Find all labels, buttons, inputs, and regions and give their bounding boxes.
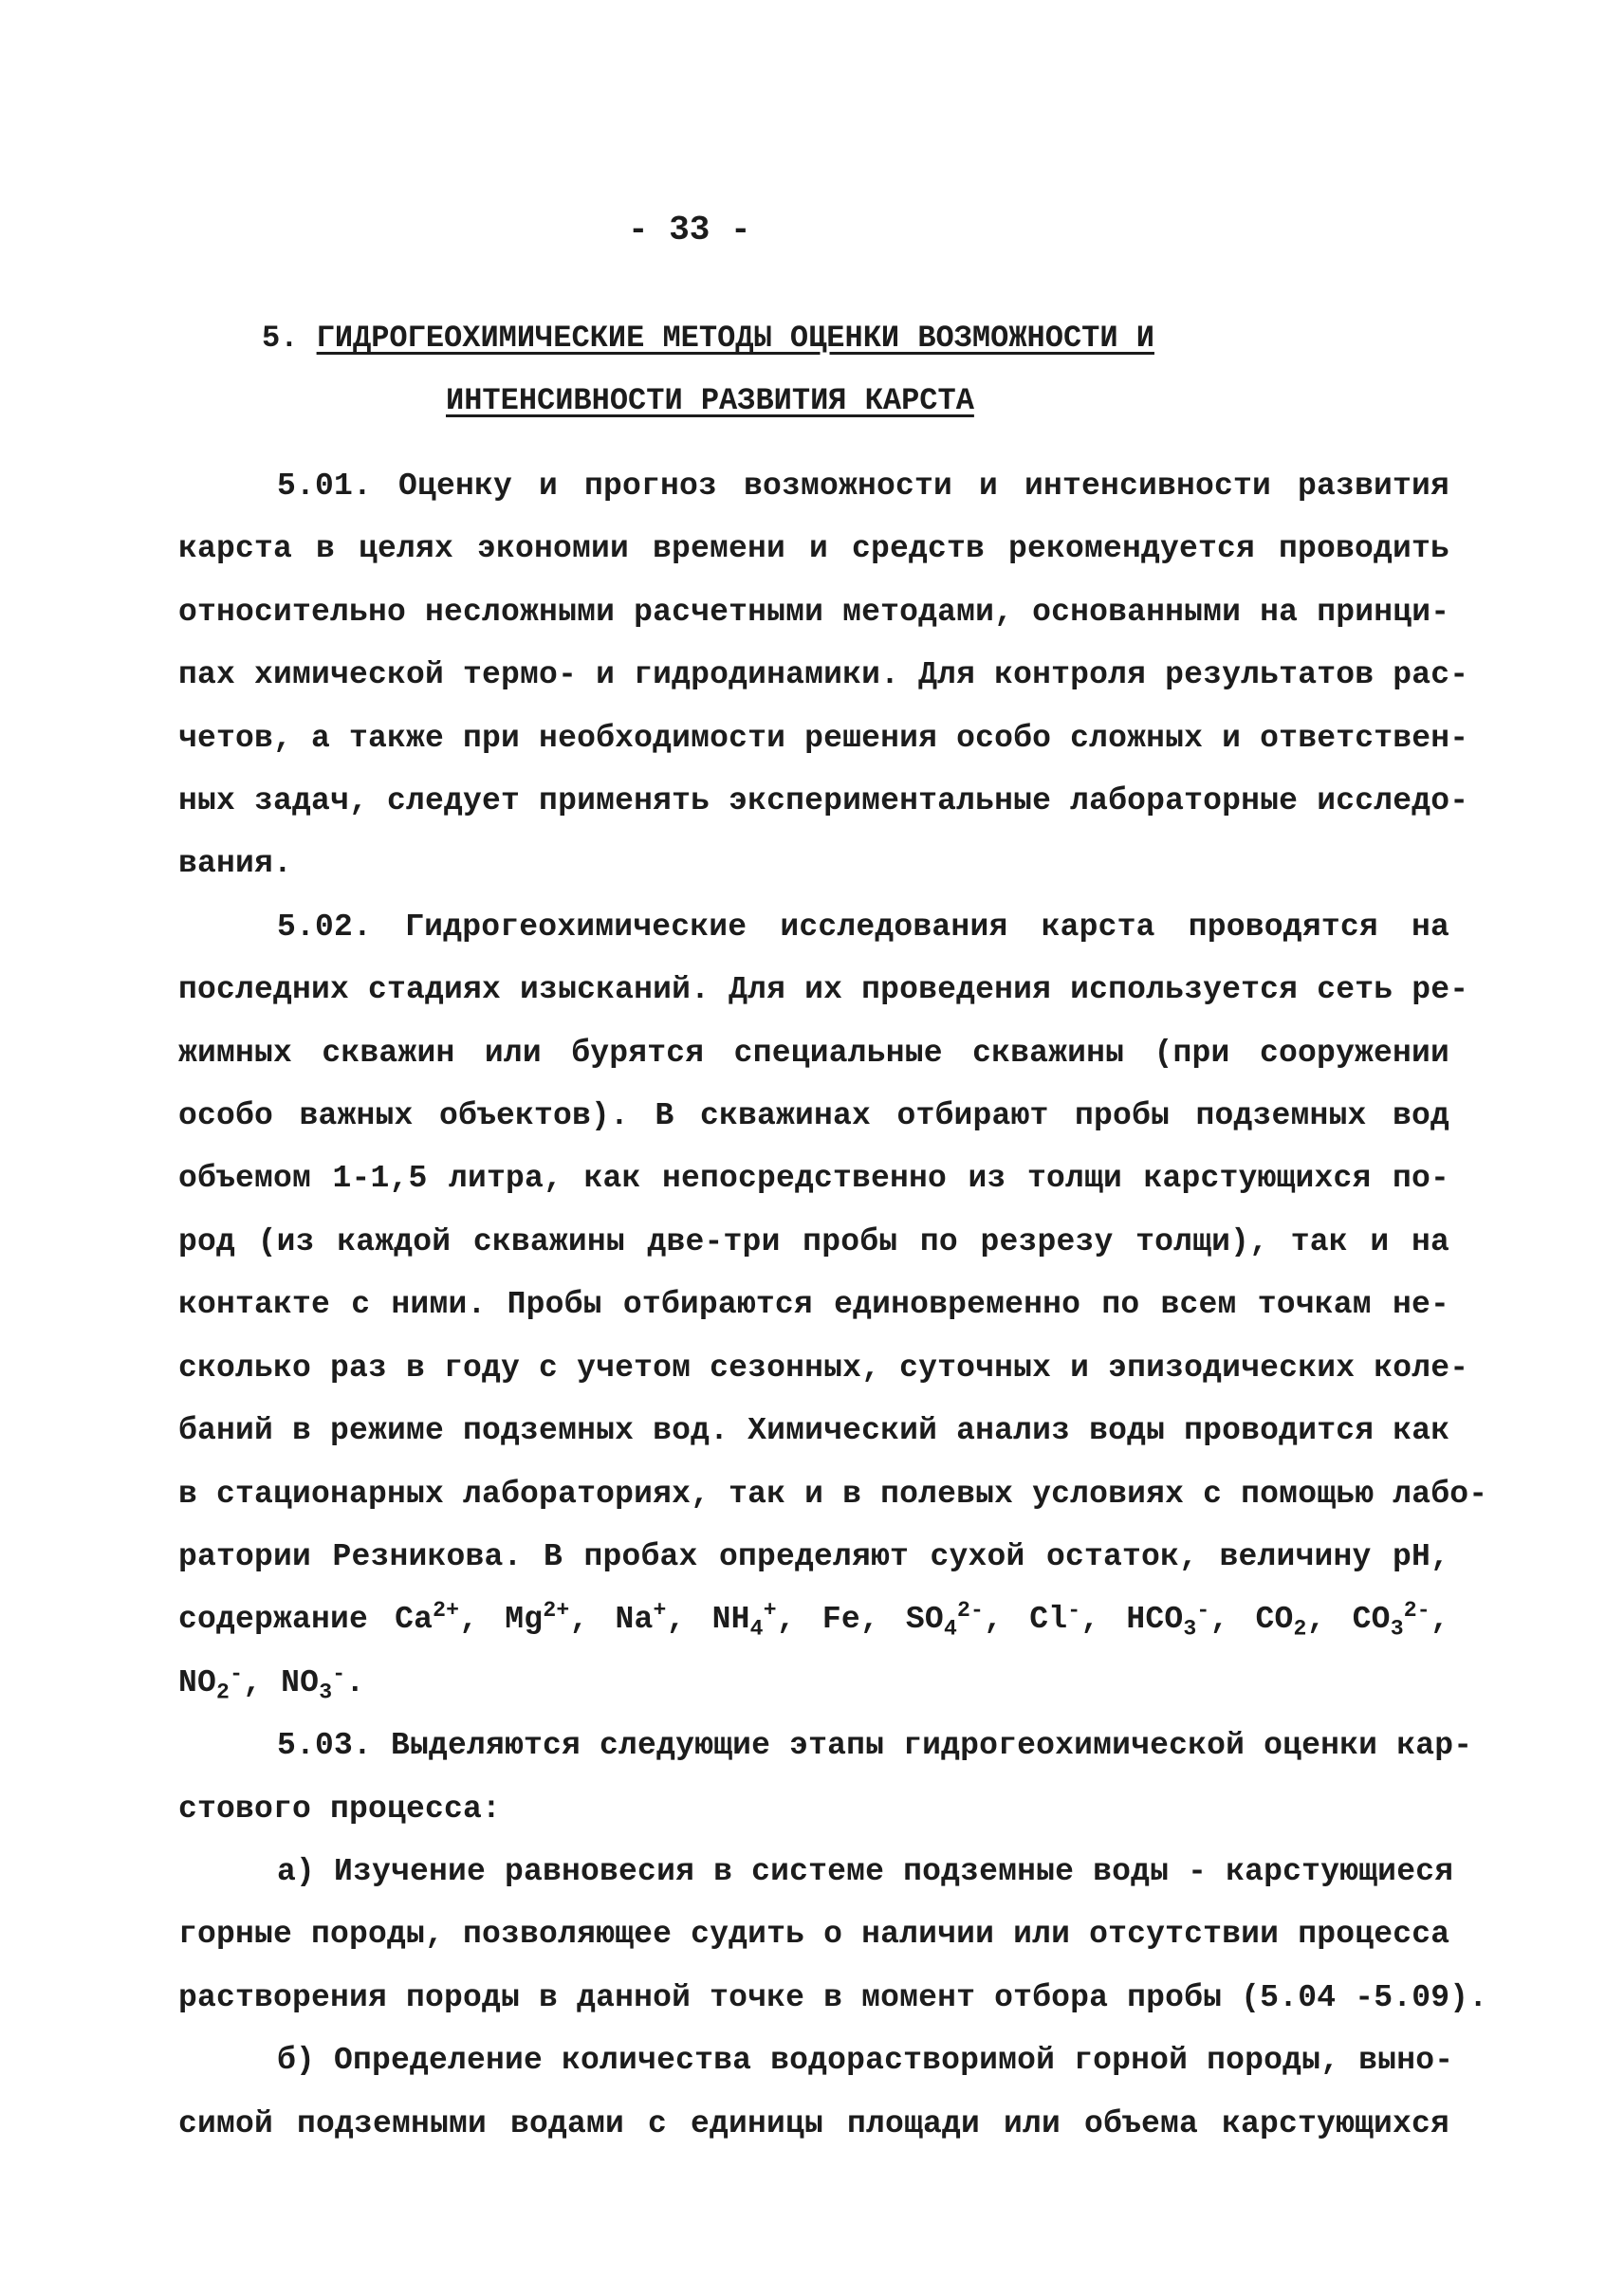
text-line: карста в целях экономии времени и средств рекомендуется проводить xyxy=(178,531,1449,567)
text-line: последних стадиях изысканий. Для их проведения используется сеть ре- xyxy=(178,972,1469,1008)
text-line: ных задач, следует применять экспериментальные лабораторные исследо- xyxy=(178,783,1469,819)
page-number: - 33 - xyxy=(628,211,751,249)
list-item-a-line: а) Изучение равновесия в системе подземные воды - карстующиеся xyxy=(277,1853,1454,1889)
ion-list-line xyxy=(178,1589,1449,1651)
ion-no2: $NO_2^-$, xyxy=(178,1661,263,1705)
text-line: жимных скважин или бурятся специальные скважины (при сооружении xyxy=(178,1035,1449,1071)
ion-co2: $CO_2$, xyxy=(1255,1602,1326,1642)
section-heading-line2 xyxy=(446,383,974,418)
section-number: 5. xyxy=(262,321,299,356)
ion-ca: $Ca^{2+}$, xyxy=(395,1598,479,1638)
text-line: особо важных объектов). В скважинах отбирают пробы подземных вод xyxy=(178,1098,1449,1134)
ion-mg: $Mg^{2+}$, xyxy=(505,1598,589,1638)
ion-list-line-2 xyxy=(178,1652,1449,1715)
text-line: симой подземными водами с единицы площади или объема карстующихся xyxy=(178,2105,1449,2141)
text-line: стового процесса: xyxy=(178,1791,502,1827)
paragraph-5-01-line: 5.01. Оценку и прогноз возможности и интенсивности развития xyxy=(277,468,1449,504)
ion-so4: $SO_4^{2-}$, xyxy=(905,1598,1004,1642)
text-line: контакте с ними. Пробы отбираются единовременно по всем точкам не- xyxy=(178,1287,1449,1323)
text-line: в стационарных лабораториях, так и в полевых условиях с помощью лабо- xyxy=(178,1476,1488,1512)
ion-no3: $NO_3^-$. xyxy=(281,1661,365,1705)
text-line: сколько раз в году с учетом сезонных, суточных и эпизодических коле- xyxy=(178,1350,1469,1386)
text-line: вания. xyxy=(178,846,293,882)
ion-nh4: $NH_4^+$, xyxy=(711,1598,796,1642)
text-line: ратории Резникова. В пробах определяют сухой остаток, величину pH, xyxy=(178,1538,1449,1574)
text-line: горные породы, позволяющее судить о наличии или отсутствии процесса xyxy=(178,1917,1450,1953)
text-line: растворения породы в данной точке в момент отбора пробы (5.04 -5.09). xyxy=(178,1979,1488,2015)
text-line: род (из каждой скважины две-три пробы по резрезу толщи), так и на xyxy=(178,1223,1449,1259)
section-title-part1: ГИДРОГЕОХИМИЧЕСКИЕ МЕТОДЫ ОЦЕНКИ ВОЗМОЖНОСТИ И xyxy=(316,321,1154,356)
section-title-part2: ИНТЕНСИВНОСТИ РАЗВИТИЯ КАРСТА xyxy=(446,383,974,418)
list-item-b-line: б) Определение количества водорастворимой горной породы, выно- xyxy=(277,2043,1454,2079)
text-line: пах химической термо- и гидродинамики. Для контроля результатов рас- xyxy=(178,657,1469,693)
text-line: баний в режиме подземных вод. Химический анализ воды проводится как xyxy=(178,1413,1450,1449)
text-line: относительно несложными расчетными методами, основанными на принци- xyxy=(178,594,1450,630)
text-line: объемом 1-1,5 литра, как непосредственно из толщи карстующихся по- xyxy=(178,1161,1449,1197)
paragraph-5-03-line: 5.03. Выделяются следующие этапы гидрогеохимической оценки кар- xyxy=(277,1728,1473,1764)
section-heading-line1 xyxy=(262,321,1154,356)
ion-cl: Cl-, xyxy=(1029,1598,1100,1638)
ion-na: Na+, xyxy=(615,1598,686,1638)
ion-co3: $CO_3^{2-}$, xyxy=(1352,1598,1449,1642)
ion-hco3: $HCO_3^-$, xyxy=(1126,1598,1229,1642)
ion-fe: Fe, xyxy=(821,1602,879,1638)
text-line: четов, а также при необходимости решения особо сложных и ответствен- xyxy=(178,720,1469,756)
paragraph-5-02-line: 5.02. Гидрогеохимические исследования карста проводятся на xyxy=(277,909,1449,945)
body-text xyxy=(178,455,1488,2156)
text-fragment: содержание xyxy=(178,1602,369,1638)
